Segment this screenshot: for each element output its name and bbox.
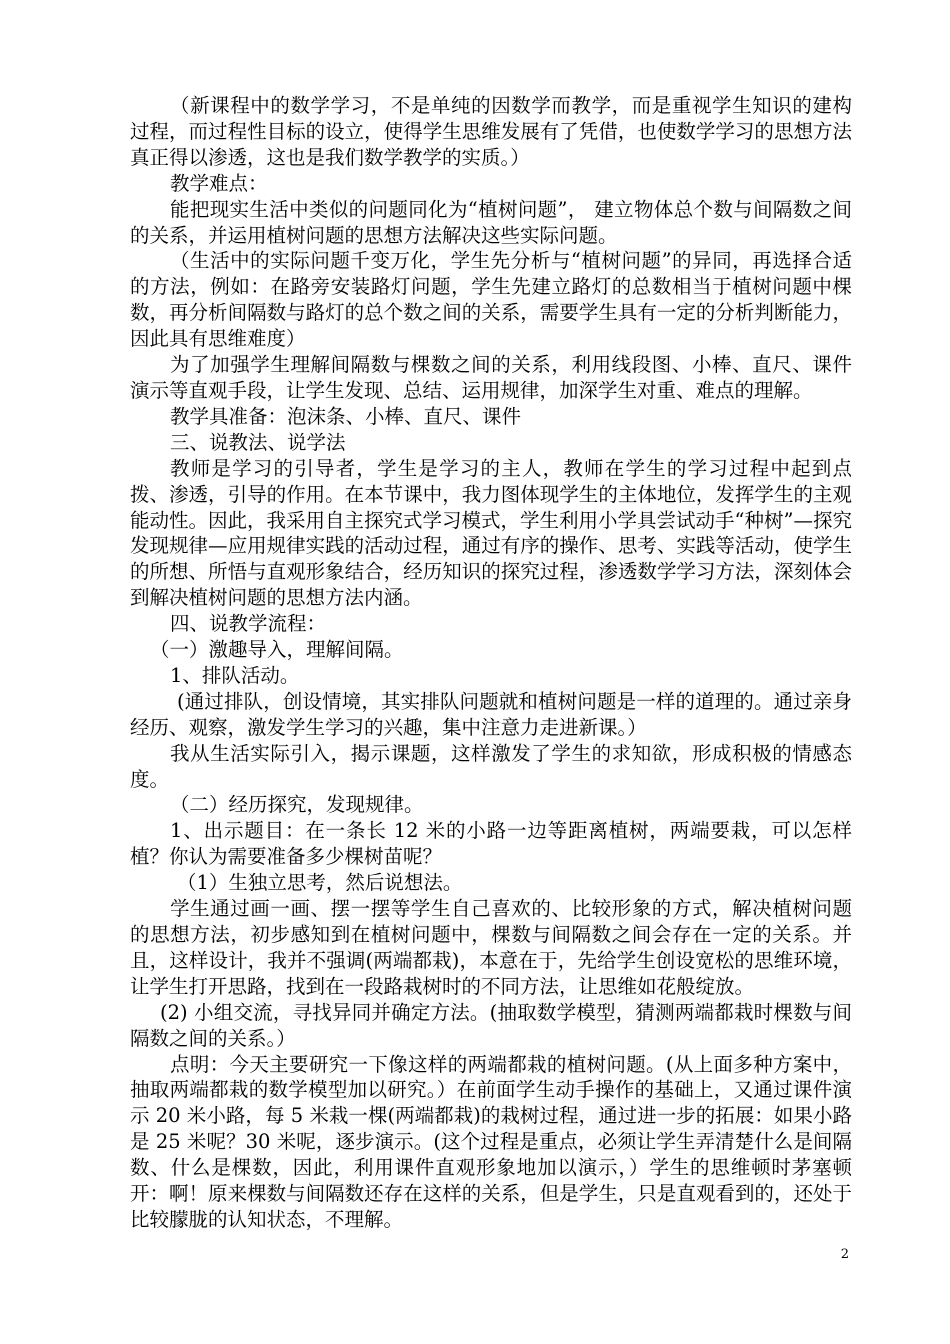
document-page <box>130 93 852 1233</box>
heading-section-3: 三、说教法、说学法 <box>170 430 346 454</box>
paragraph-method: 教师是学习的引导者，学生是学习的主人，教师在学生的学习过程中起到点拨、渗透，引导的作用。在本节课中，我力图体现学生的主体地位，发挥学生的主观能动性。因此，我采用自主探究式学习模式，学生利用小学具尝试动手“种树”—探究发现规律—应用规律实践的活动过程，通过有序的操作、思考、实践等活动，使学生的所想、所悟与直观形象结合，经历知识的探究过程，渗透数学学习方法，深刻体会到解决植树问题的思想方法内涵。 <box>130 456 852 610</box>
paragraph-introduction: 我从生活实际引入，揭示课题，这样激发了学生的求知欲，形成积极的情感态度。 <box>130 741 852 791</box>
paragraph-problem: 1、出示题目：在一条长 12 米的小路一边等距离植树，两端要栽，可以怎样植？你认为需要准备多少棵树苗呢？ <box>130 819 852 869</box>
heading-difficulty: 教学难点： <box>170 171 268 195</box>
paragraph-step-1: （1）生独立思考，然后说想法。 <box>177 871 463 895</box>
paragraph-queue-note: (通过排队，创设情境，其实排队问题就和植树问题是一样的道理的。通过亲身经历、观察，激发学生学习的兴趣，集中注意力走进新课。） <box>130 689 852 739</box>
page-number: 2 <box>840 1247 849 1262</box>
heading-queue-activity: 1、排队活动。 <box>170 663 300 687</box>
paragraph-course-note: （新课程中的数学学习，不是单纯的因数学而教学，而是重视学生知识的建构过程，而过程性目标的设立，使得学生思维发展有了凭借，也使数学学习的思想方法真正得以渗透，这也是我们数学教学的实质。） <box>130 94 852 169</box>
heading-part-1: （一）激趣导入，理解间隔。 <box>150 638 404 662</box>
paragraph-step-2: (2) 小组交流，寻找异同并确定方法。(抽取数学模型，猜测两端都栽时棵数与间隔数之间的关系。） <box>130 1000 852 1050</box>
heading-part-2: （二）经历探究，发现规律。 <box>170 793 424 817</box>
paragraph-step-1-detail: 学生通过画一画、摆一摆等学生自己喜欢的、比较形象的方式，解决植树问题的思想方法，初步感知到在植树问题中，棵数与间隔数之间会存在一定的关系。并且，这样设计，我并不强调(两端都栽)，本意在于，先给学生创设宽松的思维环境，让学生打开思路，找到在一段路栽树时的不同方法，让思维如花般绽放。 <box>130 897 852 998</box>
paragraph-teaching-aids: 教学具准备：泡沫条、小棒、直尺、课件 <box>170 404 522 428</box>
heading-section-4: 四、说教学流程： <box>170 612 327 636</box>
paragraph-point-out: 点明：今天主要研究一下像这样的两端都栽的植树问题。(从上面多种方案中，抽取两端都栽的数学模型加以研究。）在前面学生动手操作的基础上，又通过课件演示 20 米小路，每 5 米栽一棵(两端都栽)的栽树过程，通过进一步的拓展：如果小路是 25 米呢？30 米呢，逐步演示。(这个过程是重点，必须让学生弄清楚什么是间隔数、什么是棵数，因此，利用课件直观形象地加以演示，）学生的思维顿时茅塞顿开：啊！原来棵数与间隔数还存在这样的关系，但是学生，只是直观看到的，还处于比较朦胧的认知状态，不理解。 <box>130 1052 852 1231</box>
paragraph-difficulty-note: （生活中的实际问题千变万化，学生先分析与“植树问题”的异同，再选择合适的方法，例如：在路旁安装路灯问题，学生先建立路灯的总数相当于植树问题中棵数，再分析间隔数与路灯的总个数之间的关系，需要学生具有一定的分析判断能力，因此具有思维难度） <box>130 249 852 351</box>
paragraph-difficulty: 能把现实生活中类似的问题同化为“植树问题”， 建立物体总个数与间隔数之间的关系，并运用植树问题的思想方法解决这些实际问题。 <box>130 197 852 247</box>
paragraph-tools-purpose: 为了加强学生理解间隔数与棵数之间的关系，利用线段图、小棒、直尺、课件演示等直观手段，让学生发现、总结、运用规律，加深学生对重、难点的理解。 <box>130 353 852 402</box>
